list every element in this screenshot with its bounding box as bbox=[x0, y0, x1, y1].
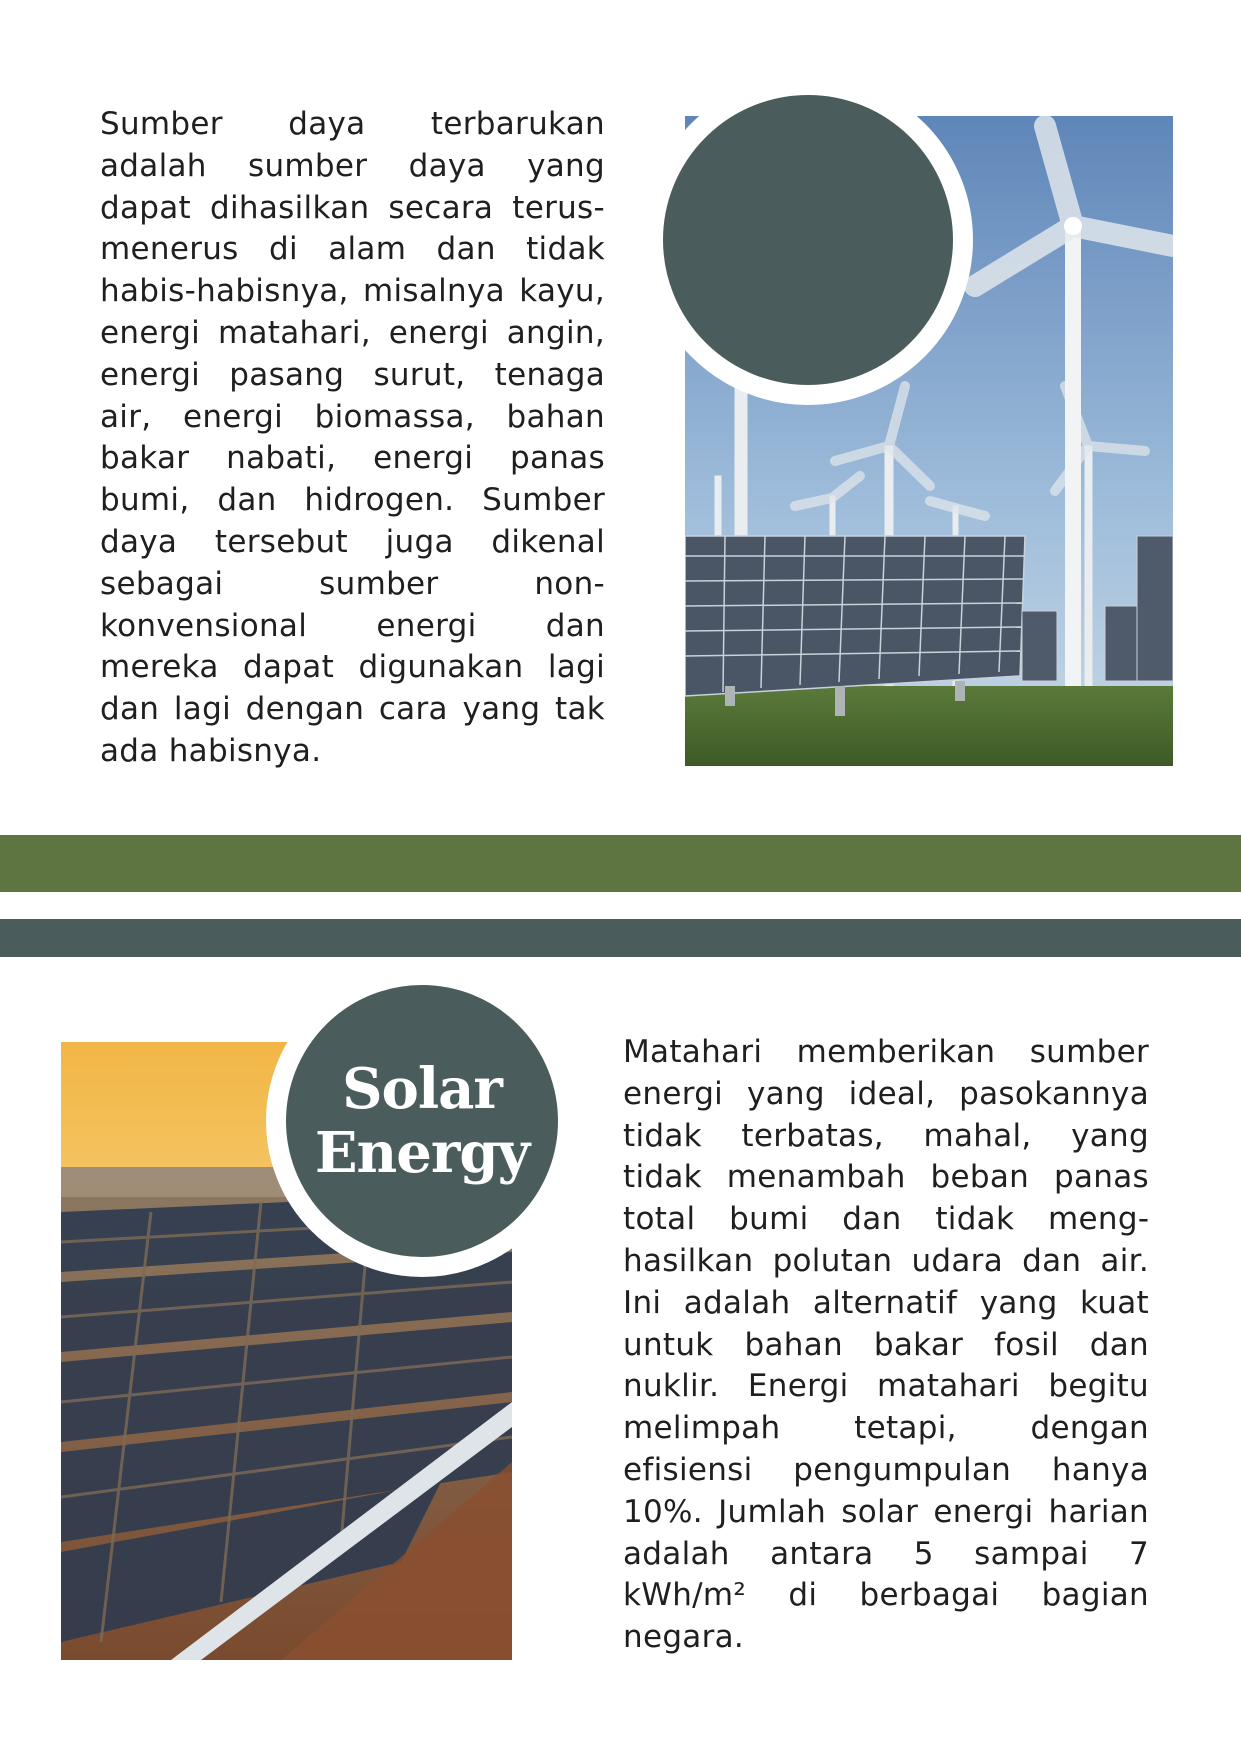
decorative-circle bbox=[643, 75, 973, 405]
solar-title-line1: Solar bbox=[342, 1056, 502, 1122]
divider-band-green bbox=[0, 835, 1241, 892]
divider-band-slate bbox=[0, 919, 1241, 957]
solar-paragraph: Matahari memberikan sumber energi yang ideal, pasokannya tidak terbatas, mahal, yang tidak menambah beban panas total bumi dan tidak menghasilkan polutan udara dan air. Ini adalah alternatif yang kuat untuk bahan bakar fosil dan nuklir. Energi matahari begitu melimpah tetapi, dengan efisiensi pengumpulan hanya 10%. Jumlah solar energi harian adalah antara 5 sampai 7 kWh/m² di berbagai bagian negara. bbox=[623, 1034, 1149, 1656]
solar-title-line2: Energy bbox=[314, 1120, 530, 1186]
solar-energy-title-badge bbox=[266, 965, 578, 1277]
intro-paragraph: Sumber daya terbarukan adalah sumber daya yang dapat dihasilkan secara terus-menerus di alam dan tidak habis-habisnya, misalnya kayu, energi matahari, energi angin, energi pasang surut, tenaga air, energi biomassa, bahan bakar nabati, energi panas bumi, dan hidrogen. Sumber daya tersebut juga dikenal sebagai sumber non-konvensional energi dan mereka dapat digunakan lagi dan lagi dengan cara yang tak ada habisnya. bbox=[100, 106, 605, 769]
